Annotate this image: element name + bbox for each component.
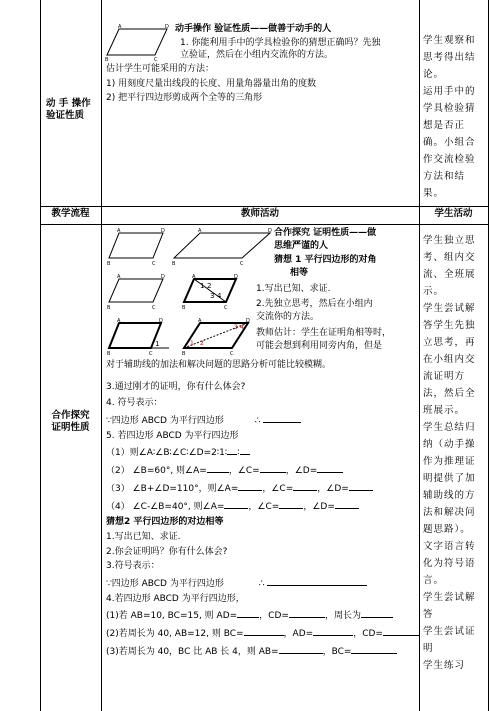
q5-4-blank-a[interactable] [224, 499, 248, 509]
c2-3-therefore: ∴ [258, 578, 265, 589]
row2-c2-4-3 [106, 644, 418, 659]
svg-text:1: 1 [190, 340, 194, 347]
parallelogram-figure-4-diagonal [180, 274, 240, 310]
svg-text:D: D [165, 24, 169, 30]
c2-4-1-text-b: ，CD= [259, 611, 289, 622]
q5-3-text: （3） ∠B+∠D=110°，则∠A= [106, 483, 239, 494]
svg-text:3: 3 [234, 324, 238, 331]
row2-side-heading-a: 合作探究 证明性质——做 [274, 228, 377, 238]
row2-side-heading-b: 思维严谨的人 [274, 240, 329, 251]
header-col-flow: 教学流程 [51, 208, 90, 219]
q5-2-blank-c[interactable] [317, 463, 343, 473]
svg-text:A: A [198, 318, 202, 324]
row2-step2-a: 2.先独立思考，然后在小组内 [256, 299, 373, 310]
row2-teacher-c: 对于辅助线的加法和解决问题的思路分析可能比较模糊。 [106, 360, 332, 370]
c2-4-2-text: (2)若周长为 40, AB=12, 则 BC= [106, 629, 244, 639]
svg-text:D: D [161, 228, 165, 234]
row1-student-activity: 学生观察和思考得出结论。 运用手中的学具检验猜想是否正确。小组合作交流检验方法和结果。 [423, 35, 476, 199]
svg-text:A: A [117, 274, 121, 280]
table-divider-1 [101, 0, 102, 711]
svg-text:C: C [224, 305, 228, 310]
svg-text:3: 3 [210, 292, 215, 300]
row1-stage-label: 动 手 操作 验证性质 [46, 98, 91, 122]
row2-conj2: 猜想2 平行四边形的对边相等 [106, 517, 224, 528]
row2-step1: 1.写出已知、求证. [256, 283, 331, 294]
svg-text:A: A [192, 274, 196, 280]
q5-3-text-c: ，∠D= [317, 483, 349, 494]
svg-text:4: 4 [240, 324, 244, 331]
c2-4-1-text: (1)若 AB=10, BC=15, 则 AD= [106, 611, 238, 622]
c2-4-1-text-c: ，周长为 [324, 611, 361, 622]
row2-c2-4: 4.若四边形 ABCD 为平行四边形， [106, 593, 245, 604]
q4-therefore: ∴ [254, 416, 261, 427]
c2-4-3-text: (3)若周长为 40，BC 比 AB 长 4，则 AB= [106, 646, 279, 657]
row2-q3: 3.通过刚才的证明，你有什么体会? [106, 381, 246, 392]
row1-para1-b: 立验证，然后在小组内交流你的方法。 [180, 50, 334, 61]
row2-student-activity: 学生独立思考、组内交流、全班展示。 学生尝试解答学生先独立思考，再在小组内交流证明方法，然后全班展示。 学生总结归纳（动手操作为推理证明提供了加辅助线的方法和解决问题思路）。 文字语言转化为符号语言。 学生尝试解答 学生尝试证明 学生练习 [423, 235, 476, 671]
header-col-student: 学生活动 [434, 208, 473, 219]
svg-text:D: D [159, 318, 163, 324]
table-divider-2 [419, 0, 420, 711]
row1-teacher-content [106, 24, 418, 105]
q5-3-blank-a[interactable] [238, 481, 262, 491]
row1-heading: 动手操作 验证性质——做善于动手的人 [175, 24, 332, 34]
q5-1-blank-a[interactable] [227, 445, 237, 455]
row1-method-1: 1) 用刻度尺量出线段的长度、用量角器量出角的度数 [106, 78, 317, 89]
svg-text:C: C [240, 261, 244, 266]
row2-step2-b: 交流你的方法。 [256, 312, 320, 323]
svg-text:A: A [198, 228, 202, 234]
q5-2-text-c: ，∠D= [285, 466, 318, 477]
q5-4-text-b: ，∠C= [248, 501, 280, 512]
svg-text:1: 1 [155, 340, 160, 348]
row1-method-2: 2) 把平行四边形剪成两个全等的三角形 [106, 93, 263, 104]
svg-text:A: A [118, 24, 122, 30]
svg-text:C: C [154, 57, 158, 63]
c2-4-2-blank-a[interactable] [244, 626, 284, 636]
svg-text:1: 1 [200, 282, 205, 290]
row2-teacher-b: 可能会想到利用同旁内角，但是 [256, 340, 383, 351]
c2-4-2-text-c: ，CD= [353, 629, 383, 639]
q5-1-blank-b[interactable] [240, 445, 250, 455]
q5-4-text: （4） ∠C-∠B=40°, 则∠A= [106, 501, 225, 512]
parallelogram-figure-5-extended [105, 318, 173, 356]
svg-text:C: C [152, 305, 156, 310]
row2-c2-3: 3.符号表示： [106, 561, 160, 572]
row2-stage-label: 合作探究 证明性质 [51, 410, 90, 434]
q5-1-text: （1）则∠A∶∠B∶∠C∶∠D=2∶1∶ [106, 448, 228, 459]
row2-q5: 5. 若四边形 ABCD 为平行四边形 [106, 430, 239, 441]
svg-text:B: B [172, 261, 176, 266]
svg-text:B: B [107, 261, 111, 266]
row2-side-text [256, 228, 418, 352]
svg-text:2: 2 [207, 282, 212, 290]
c2-3-given: ∵四边形 ABCD 为平行四边形 [106, 578, 224, 589]
svg-text:B: B [107, 351, 111, 356]
svg-text:C: C [152, 261, 156, 266]
svg-text:A: A [117, 318, 121, 324]
svg-text:B: B [182, 351, 186, 356]
svg-text:B: B [182, 305, 186, 310]
row2-c2-4-1 [106, 608, 418, 623]
c2-4-3-text-b: ，BC= [322, 646, 352, 657]
row2-c2-1: 1.写出已知、求证. [106, 531, 181, 542]
row2-q5-2 [106, 463, 418, 478]
q5-4-blank-b[interactable] [279, 499, 303, 509]
header-col-teacher: 教师活动 [240, 208, 279, 219]
table-border-left [40, 0, 41, 711]
svg-text:C: C [149, 351, 153, 356]
q4-answer-blank[interactable] [263, 413, 301, 423]
q5-3-blank-b[interactable] [293, 481, 317, 491]
c2-4-2-text-b: ，AD= [283, 629, 314, 639]
table-rule-1 [40, 206, 489, 207]
row2-teacher-content [106, 360, 418, 658]
svg-text:C: C [230, 351, 234, 356]
svg-text:4: 4 [217, 292, 222, 300]
row2-q4: 4. 符号表示： [106, 398, 163, 409]
svg-text:D: D [234, 274, 238, 280]
row1-para1-a: 1. 你能利用手中的学具检验你的猜想正确吗？先独 [180, 37, 381, 48]
row2-q5-1 [106, 445, 418, 460]
q5-4-blank-c[interactable] [335, 499, 359, 509]
row2-q4-expr [106, 413, 418, 428]
svg-text:D: D [161, 274, 165, 280]
c2-4-3-blank-a[interactable] [279, 644, 323, 654]
c2-4-2-blank-b[interactable] [313, 626, 353, 636]
row2-q5-4 [106, 499, 418, 514]
c2-4-1-blank-a[interactable] [237, 608, 259, 618]
q4-given: ∵四边形 ABCD 为平行四边形 [106, 416, 224, 427]
svg-text:D: D [246, 318, 250, 324]
table-rule-2 [40, 224, 489, 225]
row2-c2-3-expr [106, 576, 418, 591]
q5-3-blank-c[interactable] [349, 481, 373, 491]
row2-conj1-b: 相等 [290, 268, 309, 279]
svg-text:B: B [105, 57, 109, 63]
row2-c2-4-2 [106, 626, 418, 641]
svg-text:B: B [107, 305, 111, 310]
q5-3-text-b: ，∠C= [262, 483, 294, 494]
svg-text:A: A [117, 228, 121, 234]
row1-estimate: 估计学生可能采用的方法： [106, 64, 215, 75]
q5-4-text-c: ，∠D= [303, 501, 335, 512]
parallelogram-figure-6-diagonal [180, 318, 252, 356]
q5-1-tail: ∶ [237, 448, 240, 459]
q5-2-text-b: ，∠C= [228, 466, 260, 477]
row2-teacher-a: 教师估计：学生在证明角相等时， [256, 327, 392, 338]
q5-2-text: （2） ∠B=60°, 则∠A= [106, 466, 207, 477]
row2-c2-2: 2.你会证明吗？你有什么体会? [106, 546, 228, 557]
parallelogram-figure-3 [105, 274, 167, 310]
c2-3-answer-blank[interactable] [267, 576, 367, 586]
c2-4-2-blank-c[interactable] [383, 626, 419, 636]
q5-2-blank-a[interactable] [207, 463, 229, 473]
svg-text:2: 2 [200, 340, 204, 347]
c2-4-3-blank-b[interactable] [351, 644, 397, 654]
c2-4-1-blank-c[interactable] [361, 608, 393, 618]
parallelogram-figure-1 [105, 228, 167, 266]
row2-conj1-a: 猜想 1 平行四边形的对角 [274, 255, 377, 266]
svg-text:D: D [268, 228, 272, 234]
q5-2-blank-b[interactable] [260, 463, 286, 473]
row2-q5-3 [106, 481, 418, 496]
c2-4-1-blank-b[interactable] [289, 608, 325, 618]
